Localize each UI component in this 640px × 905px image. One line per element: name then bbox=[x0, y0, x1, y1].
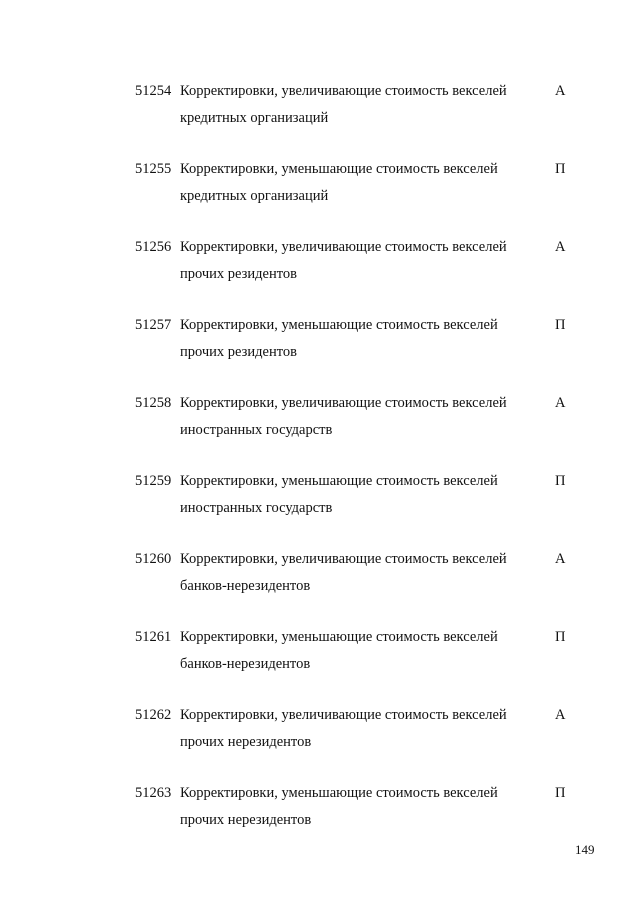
account-description-line2: банков-нерезидентов bbox=[180, 578, 311, 594]
account-description-line2: иностранных государств bbox=[180, 422, 333, 438]
account-description-line1: Корректировки, уменьшающие стоимость векселей bbox=[180, 161, 498, 177]
account-description-line2: кредитных организаций bbox=[180, 188, 329, 204]
account-code: 51260 bbox=[135, 551, 172, 567]
account-code: 51257 bbox=[135, 317, 172, 333]
account-description-line2: прочих резидентов bbox=[180, 344, 297, 360]
account-entry bbox=[0, 390, 640, 468]
account-description-line2: кредитных организаций bbox=[180, 110, 329, 126]
account-code: 51258 bbox=[135, 395, 172, 411]
account-description-line1: Корректировки, увеличивающие стоимость векселей bbox=[180, 83, 507, 99]
account-type: П bbox=[555, 317, 566, 333]
account-entry-list bbox=[0, 78, 640, 858]
account-type: П bbox=[555, 161, 566, 177]
account-description-line2: банков-нерезидентов bbox=[180, 656, 311, 672]
account-code: 51263 bbox=[135, 785, 172, 801]
account-description-line1: Корректировки, уменьшающие стоимость векселей bbox=[180, 473, 498, 489]
account-entry bbox=[0, 78, 640, 156]
account-description-line1: Корректировки, увеличивающие стоимость векселей bbox=[180, 395, 507, 411]
account-type: А bbox=[555, 551, 566, 567]
account-type: А bbox=[555, 707, 566, 723]
account-description-line2: прочих нерезидентов bbox=[180, 734, 312, 750]
account-entry bbox=[0, 546, 640, 624]
account-code: 51254 bbox=[135, 83, 172, 99]
account-description-line2: прочих резидентов bbox=[180, 266, 297, 282]
account-entry bbox=[0, 780, 640, 858]
account-entry bbox=[0, 468, 640, 546]
page-number: 149 bbox=[575, 842, 595, 857]
account-code: 51261 bbox=[135, 629, 172, 645]
account-type: П bbox=[555, 785, 566, 801]
account-code: 51262 bbox=[135, 707, 172, 723]
account-code: 51259 bbox=[135, 473, 172, 489]
account-entry bbox=[0, 624, 640, 702]
account-type: П bbox=[555, 473, 566, 489]
account-type: А bbox=[555, 239, 566, 255]
account-description-line1: Корректировки, уменьшающие стоимость векселей bbox=[180, 629, 498, 645]
account-type: А bbox=[555, 83, 566, 99]
account-description-line1: Корректировки, увеличивающие стоимость векселей bbox=[180, 551, 507, 567]
account-entry bbox=[0, 234, 640, 312]
account-description-line2: прочих нерезидентов bbox=[180, 812, 312, 828]
account-description-line1: Корректировки, увеличивающие стоимость векселей bbox=[180, 707, 507, 723]
account-description-line1: Корректировки, уменьшающие стоимость векселей bbox=[180, 785, 498, 801]
account-entry bbox=[0, 312, 640, 390]
account-type: П bbox=[555, 629, 566, 645]
account-code: 51256 bbox=[135, 239, 172, 255]
account-description-line1: Корректировки, уменьшающие стоимость векселей bbox=[180, 317, 498, 333]
account-code: 51255 bbox=[135, 161, 172, 177]
account-entry bbox=[0, 702, 640, 780]
account-description-line2: иностранных государств bbox=[180, 500, 333, 516]
account-description-line1: Корректировки, увеличивающие стоимость векселей bbox=[180, 239, 507, 255]
account-entry bbox=[0, 156, 640, 234]
account-type: А bbox=[555, 395, 566, 411]
